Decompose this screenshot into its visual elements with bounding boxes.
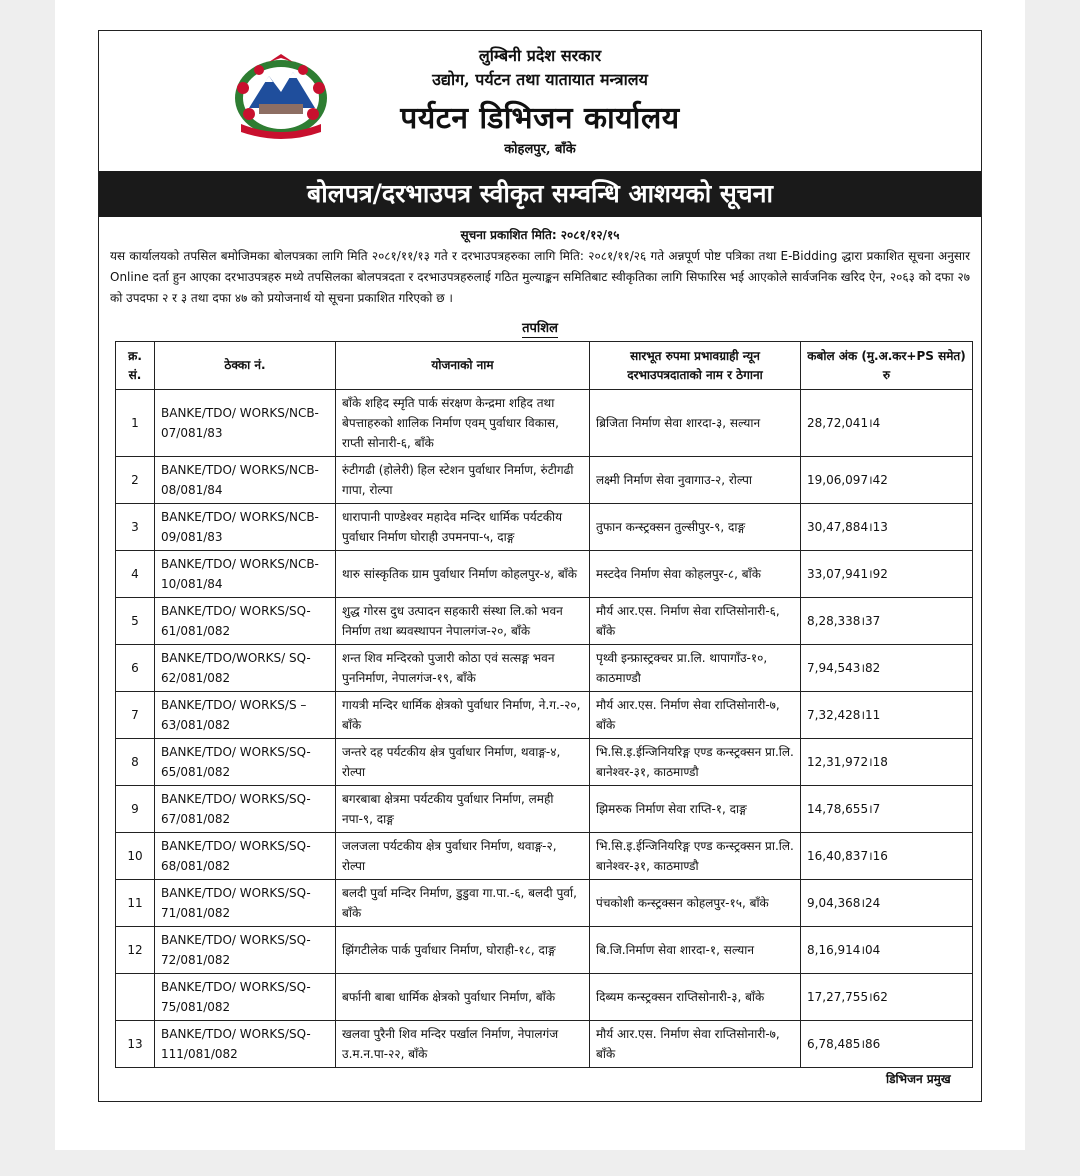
table-row [116,739,973,786]
cell-project: थारु सांस्कृतिक ग्राम पुर्वाधार निर्माण कोहलपुर-४, बाँके [336,551,590,598]
cell-amount: 7,94,543।82 [801,645,973,692]
table-row [116,974,973,1021]
province-name: लुम्बिनी प्रदेश सरकार [478,46,602,65]
cell-project: जलजला पर्यटकीय क्षेत्र पुर्वाधार निर्माण, थवाङ्ग-२, रोल्पा [336,833,590,880]
cell-amount: 8,28,338।37 [801,598,973,645]
cell-sn: 2 [116,457,155,504]
cell-sn: 3 [116,504,155,551]
cell-sn: 10 [116,833,155,880]
cell-project: धारापानी पाण्डेश्वर महादेव मन्दिर धार्मिक पर्यटकीय पुर्वाधार निर्माण घोराही उपमनपा-५, दाङ्ग [336,504,590,551]
cell-sn: 6 [116,645,155,692]
cell-bidder: भि.सि.इ.ईन्जिनियरिङ्ग एण्ड कन्स्ट्रक्सन प्रा.लि. बानेश्वर-३१, काठमाण्डौ [590,833,801,880]
cell-amount: 30,47,884।13 [801,504,973,551]
cell-bidder: ब्रिजिता निर्माण सेवा शारदा-३, सल्यान [590,390,801,457]
cell-amount: 9,04,368।24 [801,880,973,927]
table-row [116,786,973,833]
cell-contract: BANKE/TDO/ WORKS/NCB-07/081/83 [155,390,336,457]
table-row [116,390,973,457]
cell-project: बगरबाबा क्षेत्रमा पर्यटकीय पुर्वाधार निर्माण, लमही नपा-९, दाङ्ग [336,786,590,833]
cell-contract: BANKE/TDO/ WORKS/SQ-71/081/082 [155,880,336,927]
cell-sn: 12 [116,927,155,974]
cell-amount: 12,31,972।18 [801,739,973,786]
cell-bidder: बि.जि.निर्माण सेवा शारदा-१, सल्यान [590,927,801,974]
table-row [116,833,973,880]
cell-sn: 5 [116,598,155,645]
col-header-project: योजनाको नाम [336,342,590,390]
cell-project: खलवा पुरैनी शिव मन्दिर पर्खाल निर्माण, नेपालगंज उ.म.न.पा-२२, बाँके [336,1021,590,1068]
office-location: कोहलपुर, बाँके [504,142,576,157]
col-header-bidder: सारभूत रुपमा प्रभावग्राही न्यून दरभाउपत्रदाताको नाम र ठेगाना [590,342,801,390]
cell-project: झिंगटीलेक पार्क पुर्वाधार निर्माण, घोराही-१८, दाङ्ग [336,927,590,974]
contracts-table [115,341,973,1068]
cell-bidder: दिब्यम कन्स्ट्रक्सन राप्तिसोनारी-३, बाँके [590,974,801,1021]
table-row [116,927,973,974]
cell-contract: BANKE/TDO/ WORKS/SQ-65/081/082 [155,739,336,786]
cell-contract: BANKE/TDO/ WORKS/SQ-68/081/082 [155,833,336,880]
cell-sn: 1 [116,390,155,457]
cell-contract: BANKE/TDO/ WORKS/SQ-72/081/082 [155,927,336,974]
cell-bidder: तुफान कन्स्ट्रक्सन तुल्सीपुर-९, दाङ्ग [590,504,801,551]
table-row [116,645,973,692]
publish-date: सूचना प्रकाशित मिति: २०८१/१२/१५ [460,228,620,242]
table-row [116,1021,973,1068]
cell-sn: 11 [116,880,155,927]
cell-contract: BANKE/TDO/ WORKS/NCB-10/081/84 [155,551,336,598]
cell-project: शुद्ध गोरस दुध उत्पादन सहकारी संस्था लि.को भवन निर्माण तथा ब्यवस्थापन नेपालगंज-२०, बाँके [336,598,590,645]
cell-contract: BANKE/TDO/ WORKS/S –63/081/082 [155,692,336,739]
cell-project: गायत्री मन्दिर धार्मिक क्षेत्रको पुर्वाधार निर्माण, ने.ग.-२०, बाँके [336,692,590,739]
cell-bidder: पंचकोशी कन्स्ट्रक्सन कोहलपुर-१५, बाँके [590,880,801,927]
cell-sn: 8 [116,739,155,786]
cell-amount: 7,32,428।11 [801,692,973,739]
cell-sn: 13 [116,1021,155,1068]
cell-bidder: झिमरुक निर्माण सेवा राप्ति-१, दाङ्ग [590,786,801,833]
table-row [116,692,973,739]
table-header-row [116,342,973,390]
cell-amount: 17,27,755।62 [801,974,973,1021]
cell-project: रुंटीगढी (होलेरी) हिल स्टेशन पुर्वाधार निर्माण, रुंटीगढी गापा, रोल्पा [336,457,590,504]
office-title: पर्यटन डिभिजन कार्यालय [400,101,680,136]
cell-contract: BANKE/TDO/ WORKS/SQ-111/081/082 [155,1021,336,1068]
signature-title: डिभिजन प्रमुख [886,1072,951,1086]
cell-amount: 14,78,655।7 [801,786,973,833]
cell-bidder: भि.सि.इ.ईन्जिनियरिङ्ग एण्ड कन्स्ट्रक्सन प्रा.लि. बानेश्वर-३१, काठमाण्डौ [590,739,801,786]
col-header-amount: कबोल अंक (मु.अ.कर+PS समेत) रु [801,342,973,390]
cell-project: बलदी पुर्वा मन्दिर निर्माण, डुडुवा गा.पा.-६, बलदी पुर्वा, बाँके [336,880,590,927]
col-header-sn: क्र. सं. [116,342,155,390]
table-row [116,598,973,645]
cell-sn [116,974,155,1021]
notice-banner: बोलपत्र/दरभाउपत्र स्वीकृत सम्वन्धि आशयको सूचना [99,171,981,217]
col-header-contract: ठेक्का नं. [155,342,336,390]
list-heading-text: तपशिल [522,321,558,336]
cell-amount: 28,72,041।4 [801,390,973,457]
cell-amount: 19,06,097।42 [801,457,973,504]
ministry-name: उद्योग, पर्यटन तथा यातायात मन्त्रालय [432,70,648,89]
table-row [116,457,973,504]
cell-contract: BANKE/TDO/ WORKS/SQ-75/081/082 [155,974,336,1021]
cell-bidder: मौर्य आर.एस. निर्माण सेवा राप्तिसोनारी-७, बाँके [590,692,801,739]
cell-contract: BANKE/TDO/ WORKS/SQ-61/081/082 [155,598,336,645]
list-heading [99,318,981,336]
notice-paragraph: यस कार्यालयको तपसिल बमोजिमका बोलपत्रका लागि मिति २०८१/११/१३ गते र दरभाउपत्रहरुका लागि मिति: २०८१/११/२६ गते अन्नपूर्ण पोष्ट पत्रिका तथा E-Bidding द्धारा प्रकाशित सूचना अनुसार Online दर्ता हुन आएका दरभाउपत्रहरु मध्ये तपसिलका बोलपत्रदता र दरभाउपत्रहरुलाई गठित मुल्याङ्कन समितिबाट स्वीकृतिका लागि सिफारिस भई आएकोले सार्वजनिक खरिद ऐन, २०६३ को दफा २७ को उपदफा २ र ३ तथा दफा ४७ को प्रयोजनार्थ यो सूचना प्रकाशित गरिएको छ । [110,249,970,305]
cell-contract: BANKE/TDO/ WORKS/NCB-09/081/83 [155,504,336,551]
table-body [116,390,973,1068]
cell-bidder: लक्ष्मी निर्माण सेवा नुवागाउ-२, रोल्पा [590,457,801,504]
table-row [116,551,973,598]
cell-project: बाँके शहिद स्मृति पार्क संरक्षण केन्द्रमा शहिद तथा बेपत्ताहरुको शालिक निर्माण एवम् पुर्वाधार विकास, राप्ती सोनारी-६, बाँके [336,390,590,457]
cell-amount: 6,78,485।86 [801,1021,973,1068]
cell-amount: 16,40,837।16 [801,833,973,880]
cell-contract: BANKE/TDO/ WORKS/NCB-08/081/84 [155,457,336,504]
cell-bidder: मौर्य आर.एस. निर्माण सेवा राप्तिसोनारी-७, बाँके [590,1021,801,1068]
cell-project: शन्त शिव मन्दिरको पुजारी कोठा एवं सत्सङ्ग भवन पुननिर्माण, नेपालगंज-१९, बाँके [336,645,590,692]
cell-contract: BANKE/TDO/WORKS/ SQ-62/081/082 [155,645,336,692]
table-row [116,504,973,551]
cell-sn: 9 [116,786,155,833]
cell-bidder: पृथ्वी इन्फ्रास्ट्रक्चर प्रा.लि. थापागाँउ-१०, काठमाण्डौ [590,645,801,692]
cell-contract: BANKE/TDO/ WORKS/SQ-67/081/082 [155,786,336,833]
cell-bidder: मौर्य आर.एस. निर्माण सेवा राप्तिसोनारी-६, बाँके [590,598,801,645]
table-row [116,880,973,927]
cell-project: बर्फानी बाबा धार्मिक क्षेत्रको पुर्वाधार निर्माण, बाँके [336,974,590,1021]
cell-sn: 4 [116,551,155,598]
cell-amount: 33,07,941।92 [801,551,973,598]
cell-sn: 7 [116,692,155,739]
cell-project: जन्तरे दह पर्यटकीय क्षेत्र पुर्वाधार निर्माण, थवाङ्ग-४, रोल्पा [336,739,590,786]
nepal-government-emblem-icon [229,48,333,140]
cell-bidder: मस्टदेव निर्माण सेवा कोहलपुर-८, बाँके [590,551,801,598]
cell-amount: 8,16,914।04 [801,927,973,974]
